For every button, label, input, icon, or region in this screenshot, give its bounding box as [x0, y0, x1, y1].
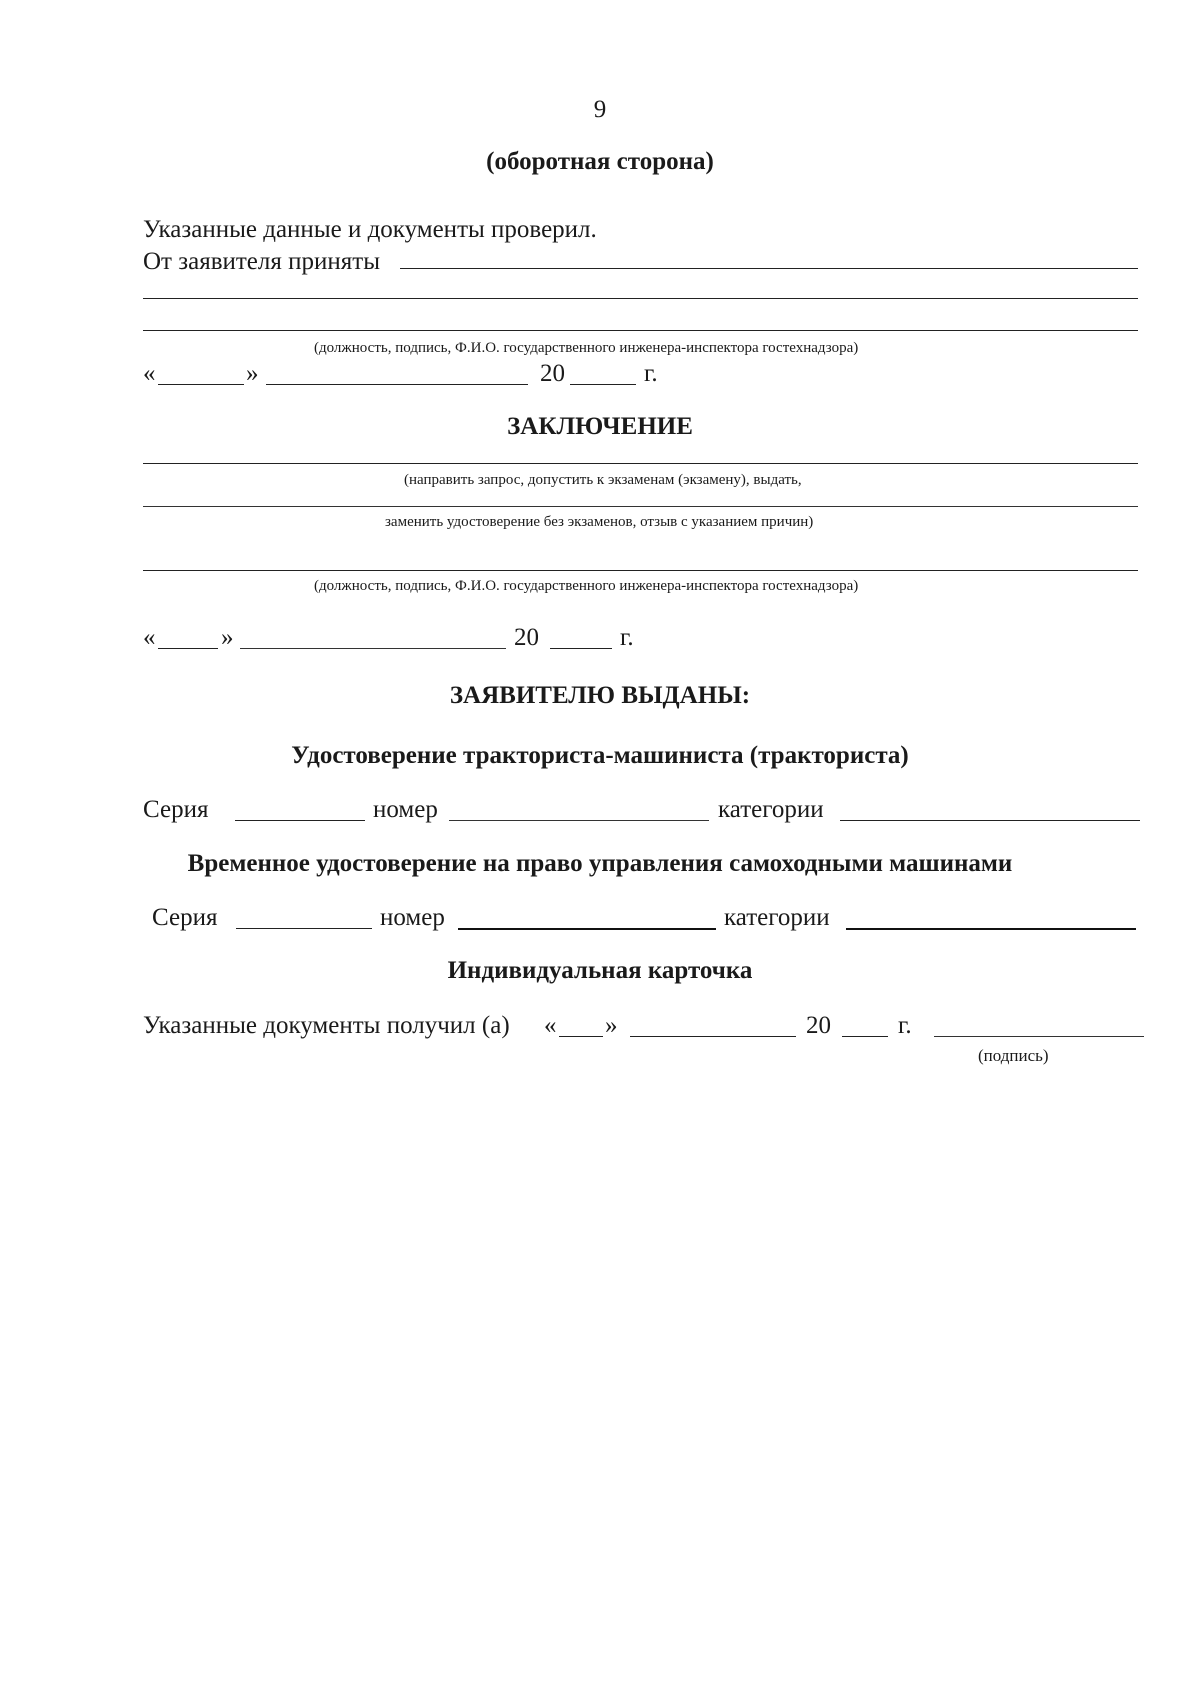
categories-field-2[interactable]: [846, 928, 1136, 930]
temp-cert-title: Временное удостоверение на право управления самоходными машинами: [187, 850, 1013, 877]
year-suffix-1: г.: [644, 360, 658, 387]
series-label-2: Серия: [152, 904, 218, 931]
accepted-label: От заявителя приняты: [143, 248, 380, 275]
conclusion-field-line-1[interactable]: [143, 463, 1138, 464]
categories-label-1: категории: [718, 796, 824, 823]
inspector-caption-1: (должность, подпись, Ф.И.О. государственного инженера-инспектора гостехнадзора): [314, 340, 859, 356]
date-close-quote-3: »: [605, 1012, 618, 1039]
conclusion-caption-1: (направить запрос, допустить к экзаменам (экзамену), выдать,: [404, 472, 802, 488]
date-close-quote-2: »: [221, 624, 234, 651]
date-month-field-2[interactable]: [240, 648, 506, 649]
categories-label-2: категории: [724, 904, 830, 931]
date-open-quote-1: «: [143, 360, 156, 387]
individual-card-title: Индивидуальная карточка: [447, 957, 753, 984]
page-number: 9: [593, 96, 607, 123]
inspector-caption-2: (должность, подпись, Ф.И.О. государственного инженера-инспектора гостехнадзора): [314, 578, 859, 594]
conclusion-signature-line[interactable]: [143, 570, 1138, 571]
series-field-2[interactable]: [236, 928, 372, 929]
accepted-field-line[interactable]: [400, 268, 1138, 269]
series-field-1[interactable]: [235, 820, 365, 821]
accepted-field-line-3[interactable]: [143, 330, 1138, 331]
date-day-field-3[interactable]: [559, 1036, 603, 1037]
year-suffix-2: г.: [620, 624, 634, 651]
signature-field[interactable]: [934, 1036, 1144, 1037]
date-open-quote-3: «: [544, 1012, 557, 1039]
categories-field-1[interactable]: [840, 820, 1140, 821]
date-open-quote-2: «: [143, 624, 156, 651]
number-field-2[interactable]: [458, 928, 716, 930]
year-prefix-3: 20: [806, 1012, 831, 1039]
accepted-field-line-2[interactable]: [143, 298, 1138, 299]
date-year-field-3[interactable]: [842, 1036, 888, 1037]
year-prefix-2: 20: [514, 624, 539, 651]
received-label: Указанные документы получил (а): [143, 1012, 510, 1039]
checked-text: Указанные данные и документы проверил.: [143, 216, 597, 243]
date-year-field-1[interactable]: [570, 384, 636, 385]
date-month-field-3[interactable]: [630, 1036, 796, 1037]
number-label-1: номер: [373, 796, 438, 823]
year-prefix-1: 20: [540, 360, 565, 387]
signature-caption: (подпись): [978, 1046, 1049, 1065]
conclusion-title: ЗАКЛЮЧЕНИЕ: [507, 413, 693, 440]
reverse-side-heading: (оборотная сторона): [486, 148, 714, 175]
date-day-field-1[interactable]: [158, 384, 244, 385]
date-year-field-2[interactable]: [550, 648, 612, 649]
series-label-1: Серия: [143, 796, 209, 823]
issued-title: ЗАЯВИТЕЛЮ ВЫДАНЫ:: [449, 682, 751, 709]
date-day-field-2[interactable]: [158, 648, 218, 649]
number-label-2: номер: [380, 904, 445, 931]
tractor-cert-title: Удостоверение тракториста-машиниста (тракториста): [291, 742, 909, 769]
conclusion-field-line-2[interactable]: [143, 506, 1138, 507]
conclusion-caption-2: заменить удостоверение без экзаменов, отзыв с указанием причин): [385, 514, 814, 530]
date-close-quote-1: »: [246, 360, 259, 387]
date-month-field-1[interactable]: [266, 384, 528, 385]
number-field-1[interactable]: [449, 820, 709, 821]
year-suffix-3: г.: [898, 1012, 912, 1039]
